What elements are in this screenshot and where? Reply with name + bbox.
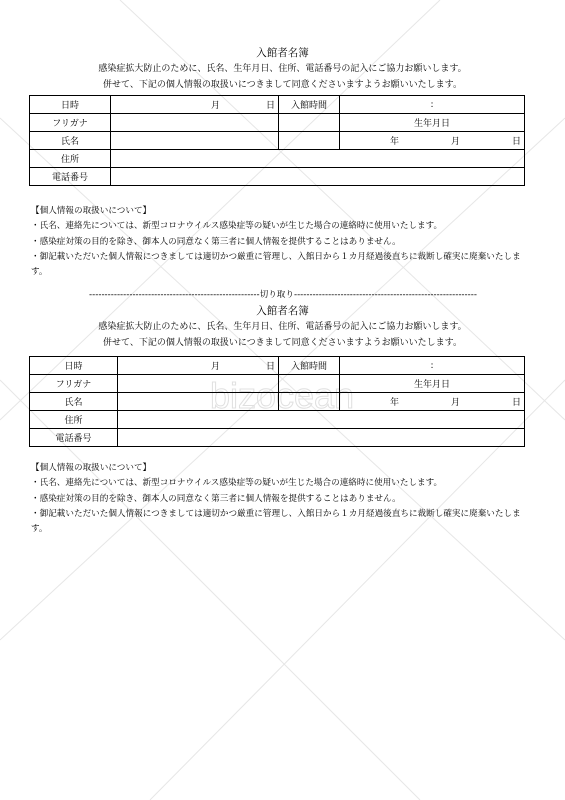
privacy-notes-lower (31, 461, 531, 536)
intro-line-2: 併せて、下記の個人情報の取扱いにつきまして同意くださいますようお願いいたします。 (103, 80, 462, 90)
birth-year-unit: 年 (389, 137, 399, 147)
birth-month-unit: 月 (450, 137, 460, 147)
furigana-field[interactable] (118, 375, 279, 393)
birth-year-unit: 年 (389, 398, 399, 408)
time-colon: : (430, 360, 434, 371)
form-section-lower (0, 304, 565, 350)
phone-field[interactable] (111, 168, 525, 186)
name-field[interactable] (118, 393, 279, 411)
furigana-field[interactable] (111, 114, 279, 132)
phone-row (30, 168, 525, 186)
registration-table-lower (29, 356, 525, 447)
name-field[interactable] (111, 132, 279, 150)
furigana-field-ext[interactable] (279, 114, 340, 132)
intro-line-1: 感染症拡大防止のために、氏名、生年月日、住所、電話番号の記入にご協力お願いします。 (98, 322, 467, 332)
form-section-upper (0, 46, 565, 92)
cut-line: -------------------------------------------------------切り取り----------------------------------------------------------- (89, 290, 477, 300)
privacy-item-2: ・感染症対策の目的を除き、御本人の同意なく第三者に個人情報を提供することはありません。 (31, 236, 401, 247)
birthdate-label: 生年月日 (340, 375, 525, 393)
address-label: 住所 (30, 411, 118, 429)
privacy-item-3: ・御記載いただいた個人情報につきましては適切かつ厳重に管理し、入館日から１カ月経過後直ちに裁断し確実に廃棄いたします。 (31, 509, 521, 534)
month-unit: 月 (210, 362, 220, 372)
form-title: 入館者名簿 (256, 305, 309, 317)
name-field-ext[interactable] (279, 393, 340, 411)
phone-label: 電話番号 (30, 168, 111, 186)
furigana-field-ext[interactable] (279, 375, 340, 393)
phone-label: 電話番号 (30, 429, 118, 447)
date-field[interactable] (111, 96, 279, 114)
entry-time-field[interactable] (340, 96, 525, 114)
name-field-ext[interactable] (279, 132, 340, 150)
date-row (30, 357, 525, 375)
name-row (30, 132, 525, 150)
privacy-notes-upper (31, 204, 531, 279)
privacy-item-1: ・氏名、連絡先については、新型コロナウイルス感染症等の疑いが生じた場合の連絡時に使用いたします。 (31, 478, 443, 489)
birthdate-field[interactable] (340, 393, 525, 411)
date-field[interactable] (118, 357, 279, 375)
intro-line-1: 感染症拡大防止のために、氏名、生年月日、住所、電話番号の記入にご協力お願いします。 (98, 64, 467, 74)
phone-row (30, 429, 525, 447)
address-field[interactable] (118, 411, 525, 429)
birth-day-unit: 日 (511, 398, 521, 408)
date-label: 日時 (30, 96, 111, 114)
date-label: 日時 (30, 357, 118, 375)
entry-time-label: 入館時間 (279, 96, 340, 114)
birth-month-unit: 月 (450, 398, 460, 408)
address-field[interactable] (111, 150, 525, 168)
birthdate-label: 生年月日 (340, 114, 525, 132)
address-label: 住所 (30, 150, 111, 168)
birthdate-field[interactable] (340, 132, 525, 150)
watermark-text: bizocean (209, 375, 355, 416)
furigana-label: フリガナ (30, 114, 111, 132)
entry-time-field[interactable] (340, 357, 525, 375)
furigana-label: フリガナ (30, 375, 118, 393)
date-row (30, 96, 525, 114)
time-colon: : (430, 99, 434, 110)
furigana-row (30, 114, 525, 132)
registration-table-upper (29, 95, 525, 186)
furigana-row (30, 375, 525, 393)
privacy-item-1: ・氏名、連絡先については、新型コロナウイルス感染症等の疑いが生じた場合の連絡時に使用いたします。 (31, 221, 443, 232)
entry-time-label: 入館時間 (279, 357, 340, 375)
intro-line-2: 併せて、下記の個人情報の取扱いにつきまして同意くださいますようお願いいたします。 (103, 338, 462, 348)
day-unit: 日 (265, 101, 275, 111)
name-label: 氏名 (30, 132, 111, 150)
privacy-item-2: ・感染症対策の目的を除き、御本人の同意なく第三者に個人情報を提供することはありません。 (31, 493, 401, 504)
form-title: 入館者名簿 (256, 47, 309, 59)
birth-day-unit: 日 (511, 137, 521, 147)
name-row (30, 393, 525, 411)
address-row (30, 411, 525, 429)
phone-field[interactable] (118, 429, 525, 447)
privacy-heading: 【個人情報の取扱いについて】 (31, 463, 152, 473)
name-label: 氏名 (30, 393, 118, 411)
privacy-item-3: ・御記載いただいた個人情報につきましては適切かつ厳重に管理し、入館日から１カ月経過後直ちに裁断し確実に廃棄いたします。 (31, 252, 521, 277)
address-row (30, 150, 525, 168)
privacy-heading: 【個人情報の取扱いについて】 (31, 206, 152, 216)
month-unit: 月 (210, 101, 220, 111)
day-unit: 日 (265, 362, 275, 372)
